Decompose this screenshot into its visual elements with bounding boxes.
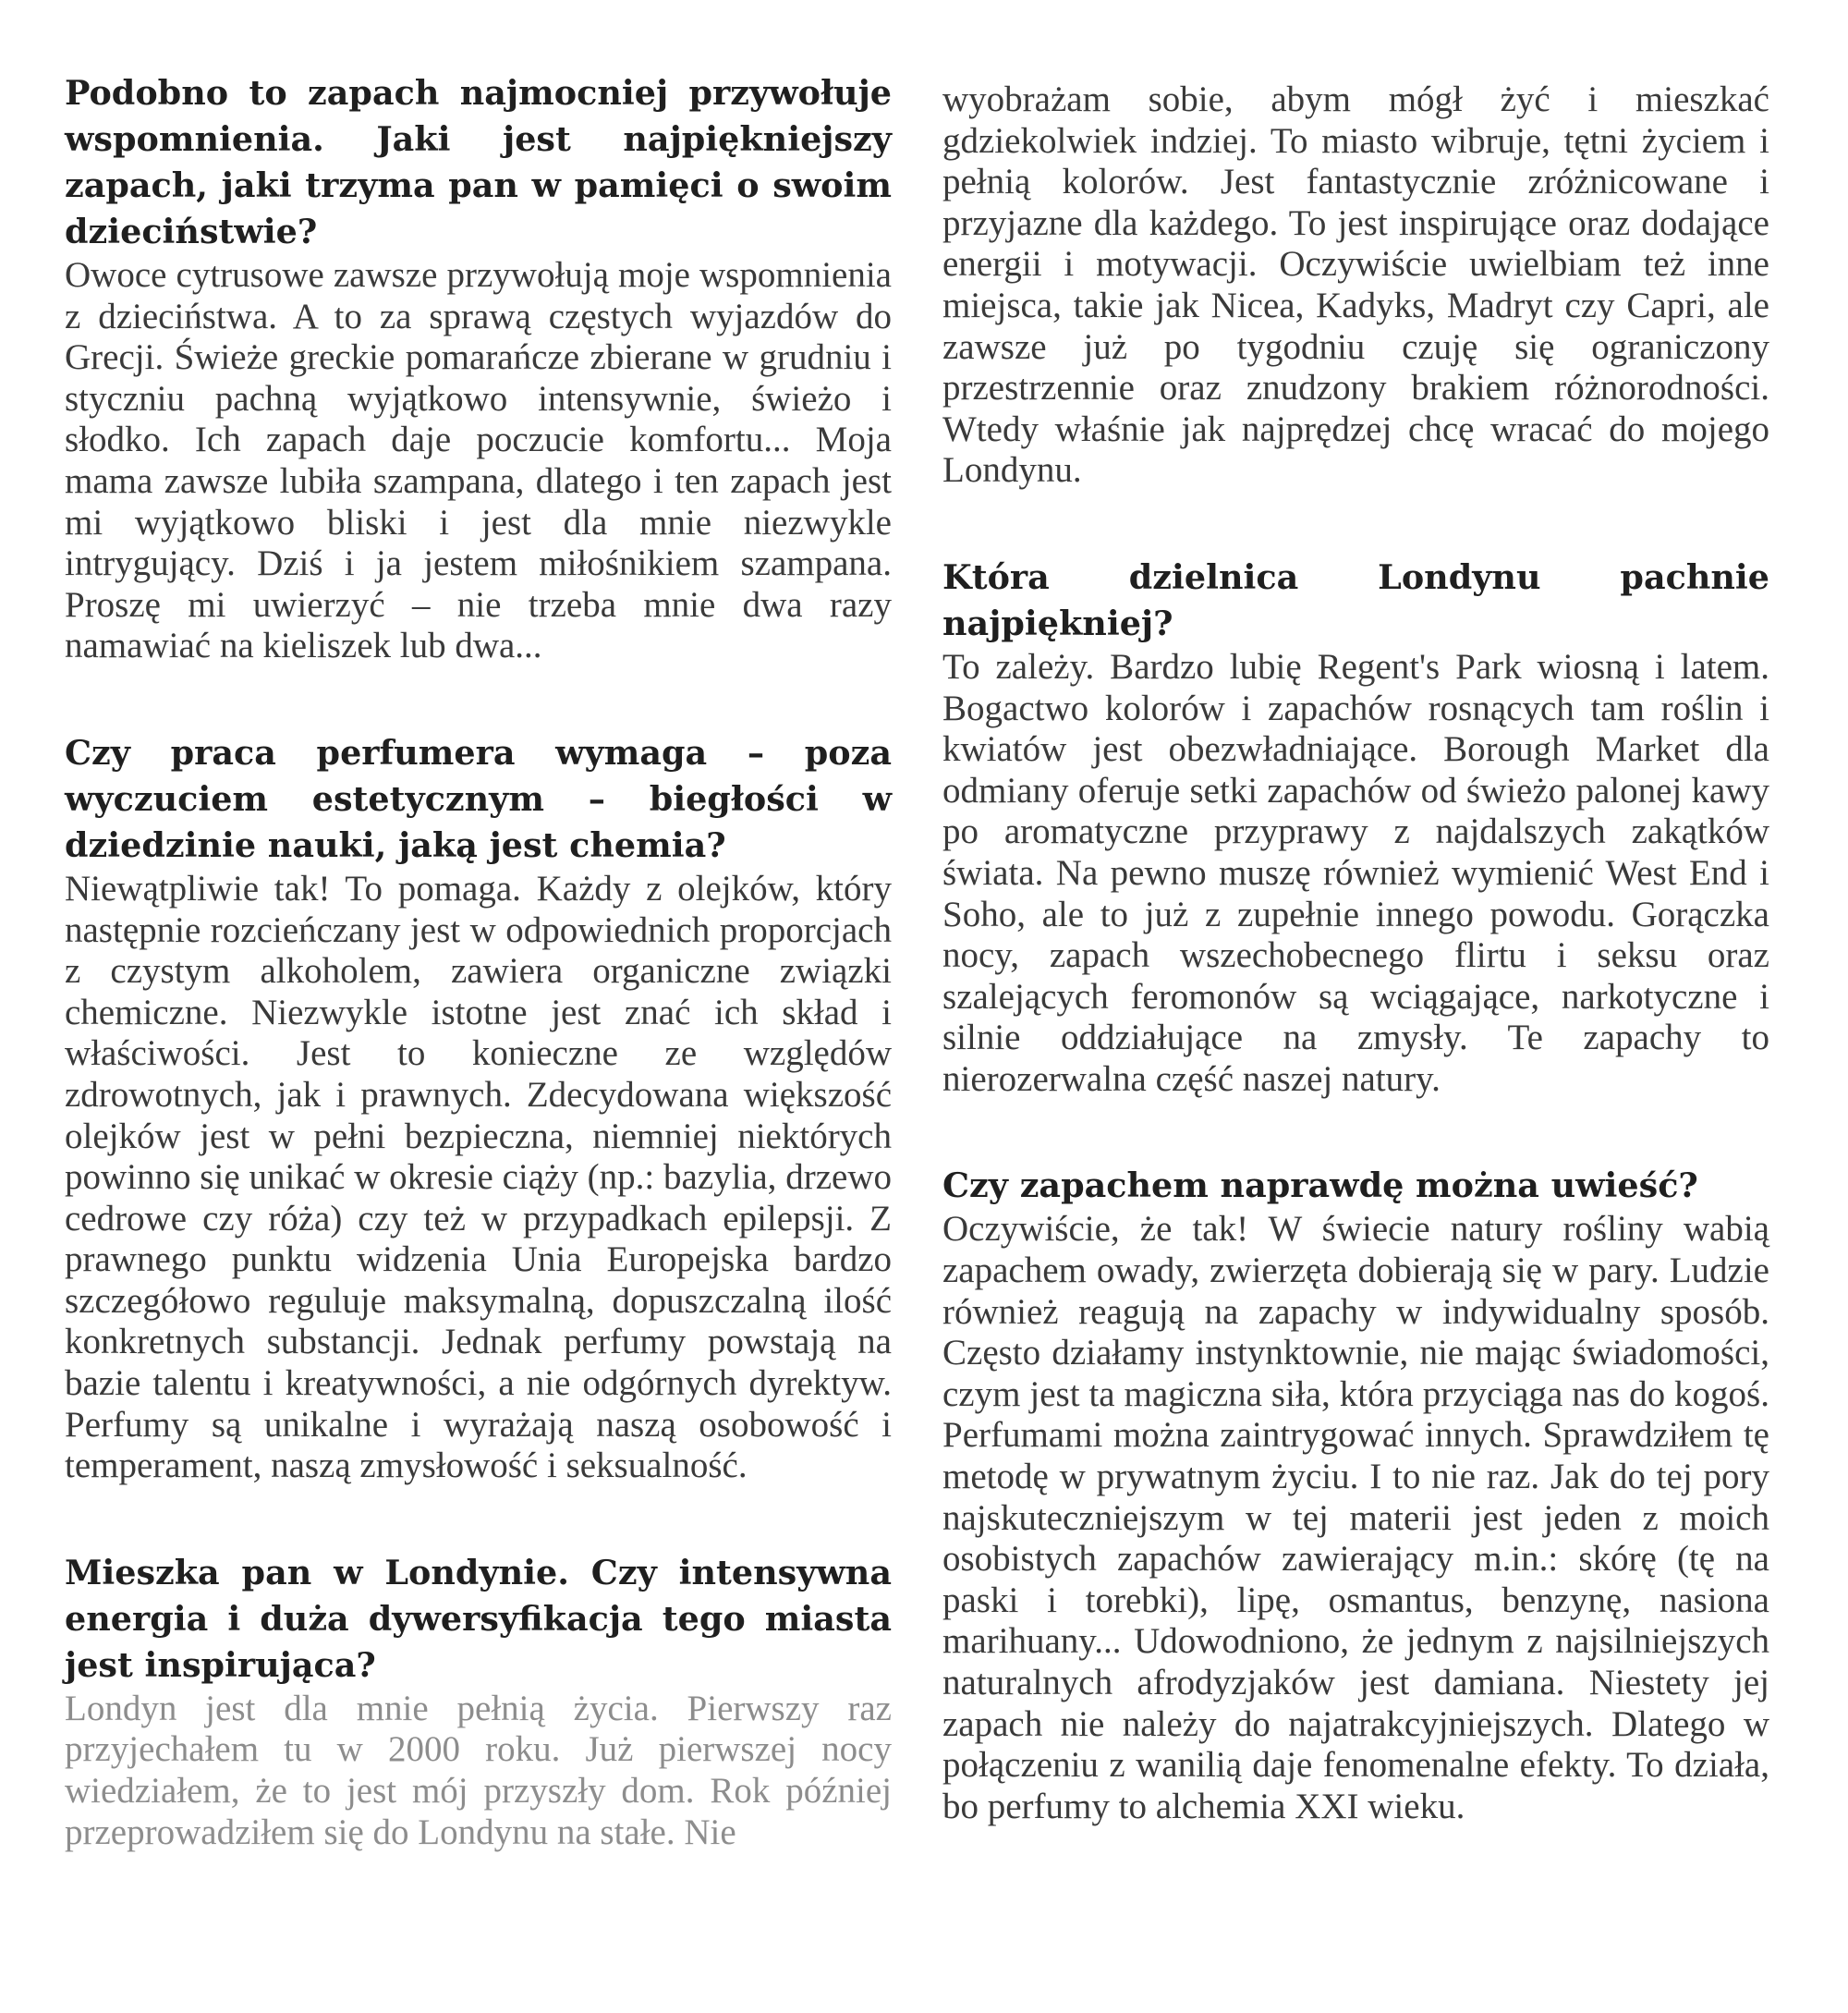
answer-paragraph: Niewątpliwie tak! To pomaga. Każdy z olejków, który następnie rozcieńczany jest w odpowiednich proporcjach z czystym alkoholem, zawiera organiczne związki chemiczne. Niezwykle istotne jest znać ich skład i właściwości. Jest to konieczne ze względów zdrowotnych, jak i prawnych. Zdecydowana większość olejków jest w pełni bezpieczna, niemniej niektórych powinno się unikać w okresie ciąży (np.: bazylia, drzewo cedrowe czy róża) czy też w przypadkach epilepsji. Z prawnego punktu widzenia Unia Europejska bardzo szczegółowo reguluje maksymalną, dopuszczalną ilość konkretnych substancji. Jednak perfumy powstają na bazie talentu i kreatywności, a nie odgórnych dyrektyw. Perfumy są unikalne i wyrażają naszą osobowość i temperament, naszą zmysłowość i seksualność. (65, 868, 892, 1486)
section-spacer (65, 667, 892, 730)
section-spacer (942, 1100, 1769, 1163)
question-heading: Podobno to zapach najmocniej przywołuje wspomnienia. Jaki jest najpiękniejszy zapach, jaki trzyma pan w pamięci o swoim dzieciństwie? (65, 73, 892, 251)
question-heading: Czy zapachem naprawdę można uwieść? (942, 1165, 1698, 1206)
question-heading: Czy praca perfumera wymaga – poza wyczuciem estetycznym – biegłości w dziedzinie nauki, jaką jest chemia? (65, 732, 892, 865)
question-heading: Mieszka pan w Londynie. Czy intensywna energia i duża dywersyfikacja tego miasta jest inspirująca? (65, 1552, 892, 1685)
left-column (65, 70, 892, 1853)
section-spacer (65, 1487, 892, 1550)
answer-paragraph: To zależy. Bardzo lubię Regent's Park wiosną i latem. Bogactwo kolorów i zapachów rosnących tam roślin i kwiatów jest obezwładniające. Borough Market dla odmiany oferuje setki zapachów od świeżo palonej kawy po aromatyczne przyprawy z najdalszych zakątków świata. Na pewno muszę również wymienić West End i Soho, ale to już z zupełnie innego powodu. Gorączka nocy, zapach wszechobecnego flirtu i seksu oraz szalejących feromonów są wciągające, narkotyczne i silnie oddziałujące na zmysły. Te zapachy to nierozerwalna część naszej natury. (942, 646, 1769, 1099)
answer-paragraph: Oczywiście, że tak! W świecie natury rośliny wabią zapachem owady, zwierzęta dobierają się w pary. Ludzie również reagują na zapachy w indywidualny sposób. Często działamy instynktownie, nie mając świadomości, czym jest ta magiczna siła, która przyciąga nas do kogoś. Perfumami można zaintrygować innych. Sprawdziłem tę metodę w prywatnym życiu. I to nie raz. Jak do tej pory najskuteczniejszym w tej materii jest jeden z moich osobistych zapachów zawierający m.in.: skórę (tę na paski i torebki), lipę, osmantus, benzynę, nasiona marihuany... Udowodniono, że jednym z najsilniejszych naturalnych afrodyzjaków jest damiana. Niestety jej zapach nie należy do najatrakcyjniejszych. Dlatego w połączeniu z wanilią daje fenomenalne efekty. To działa, bo perfumy to alchemia XXI wieku. (942, 1209, 1769, 1826)
answer-paragraph: Owoce cytrusowe zawsze przywołują moje wspomnienia z dzieciństwa. A to za sprawą częstych wyjazdów do Grecji. Świeże greckie pomarańcze zbierane w grudniu i styczniu pachną wyjątkowo intensywnie, świeżo i słodko. Ich zapach daje poczucie komfortu... Moja mama zawsze lubiła szampana, dlatego i ten zapach jest mi wyjątkowo bliski i jest dla mnie niezwykle intrygujący. Dziś i ja jestem miłośnikiem szampana. Proszę mi uwierzyć – nie trzeba mnie dwa razy namawiać na kieliszek lub dwa... (65, 255, 892, 666)
section-spacer (942, 492, 1769, 555)
answer-continuation: wyobrażam sobie, abym mógł żyć i mieszkać gdziekolwiek indziej. To miasto wibruje, tętni życiem i pełnią kolorów. Jest fantastycznie zróżnicowane i przyjazne dla każdego. To jest inspirujące oraz dodające energii i motywacji. Oczywiście uwielbiam też inne miejsca, takie jak Nicea, Kadyks, Madryt czy Capri, ale zawsze już po tygodniu czuję się ograniczony przestrzennie oraz znudzony brakiem różnorodności. Wtedy właśnie jak najprędzej chcę wracać do mojego Londynu. (942, 79, 1769, 491)
right-column (942, 79, 1769, 1827)
question-heading: Która dzielnica Londynu pachnie najpiękniej? (942, 556, 1769, 643)
answer-paragraph: Londyn jest dla mnie pełnią życia. Pierwszy raz przyjechałem tu w 2000 roku. Już pierwszej nocy wiedziałem, że to jest mój przyszły dom. Rok później przeprowadziłem się do Londynu na stałe. Nie (65, 1688, 892, 1852)
